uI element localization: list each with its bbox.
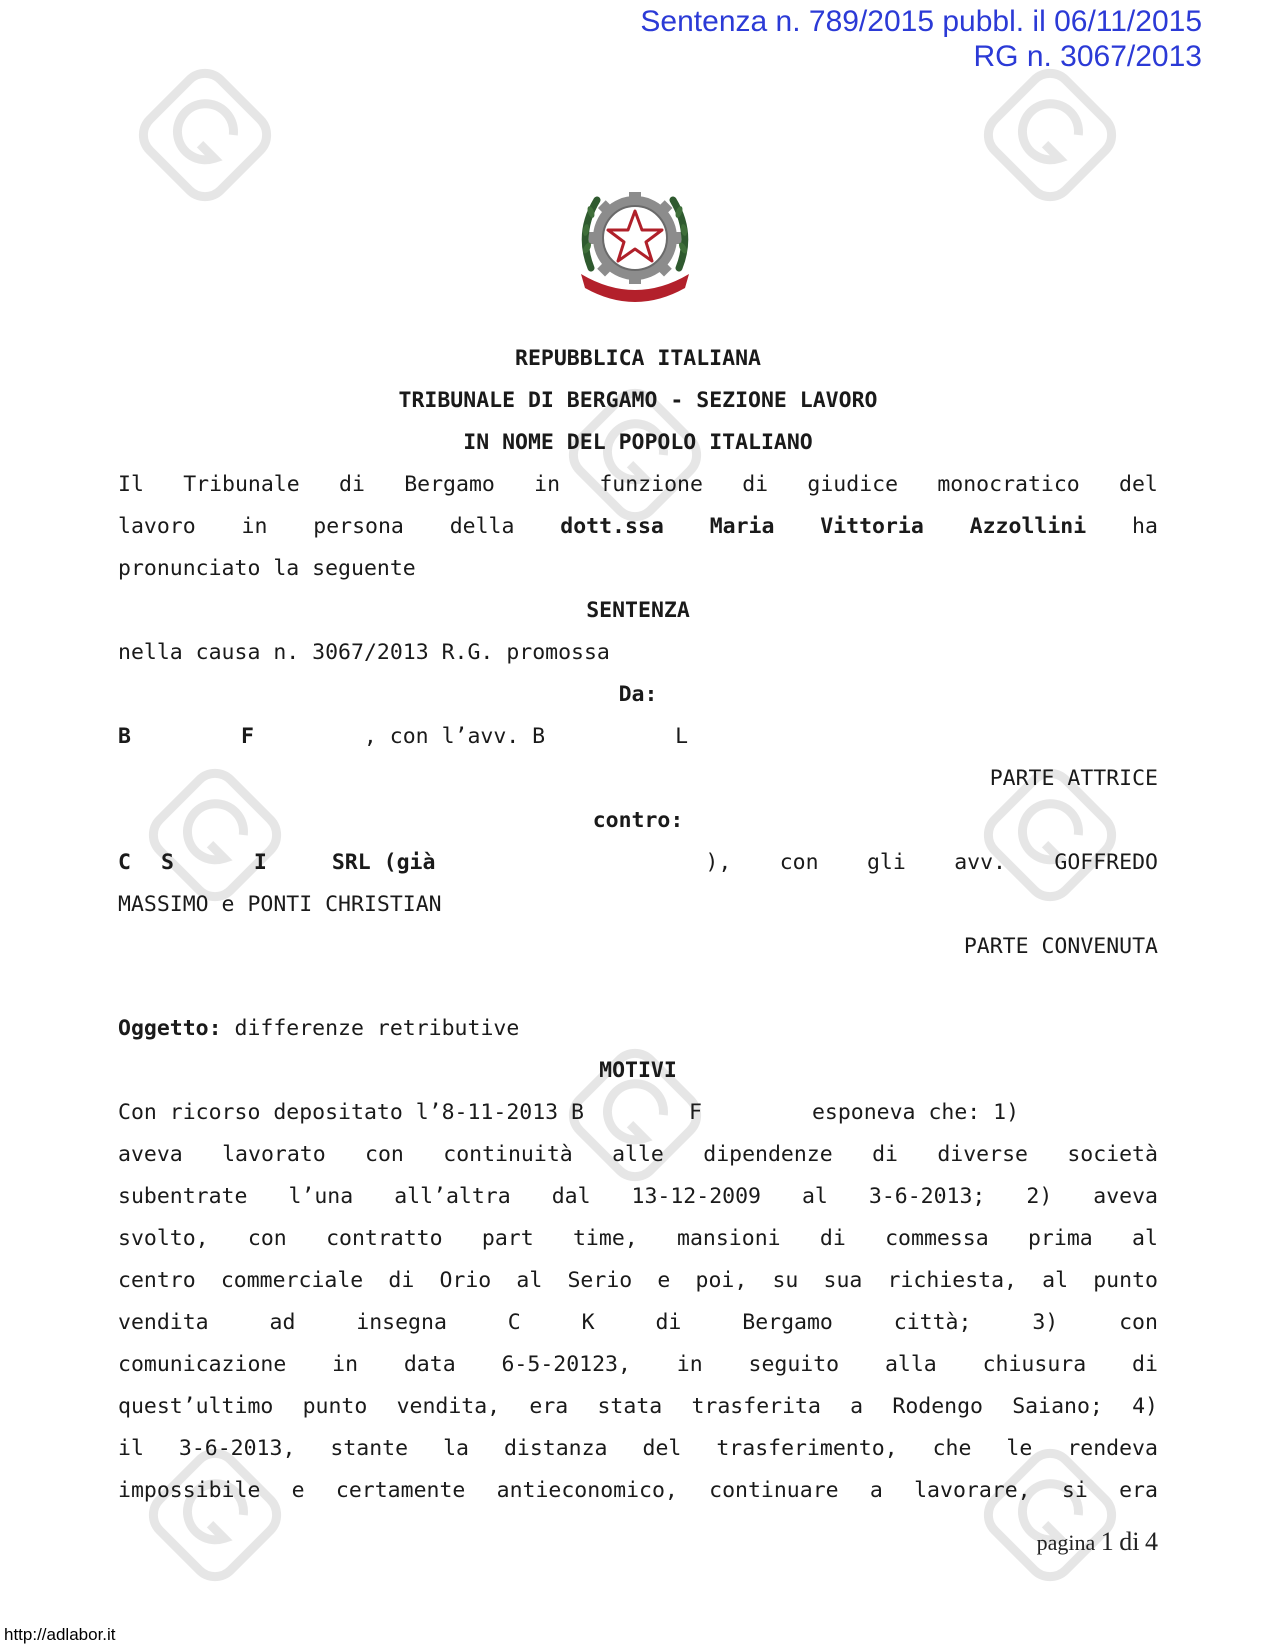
- intro-line-1: Il Tribunale di Bergamo in funzione di giudice monocratico del: [118, 472, 1158, 497]
- parte-convenuta-label: PARTE CONVENUTA: [963, 934, 1158, 959]
- italian-republic-emblem-icon: [573, 178, 697, 304]
- body-line-1: Con ricorso depositato l’8-11-2013 B F esponeva che: 1): [118, 1100, 1020, 1125]
- contro-label: contro:: [592, 808, 684, 833]
- sentenza-title: SENTENZA: [586, 598, 690, 623]
- watermark-icon: [975, 60, 1125, 210]
- watermark-icon: [130, 60, 280, 210]
- body-line-6: vendita ad insegna C K di Bergamo città; 3) con: [118, 1310, 1158, 1335]
- body-line-7: comunicazione in data 6-5-20123, in seguito alla chiusura di: [118, 1352, 1158, 1377]
- page-number: pagina 1 di 4: [1036, 1527, 1158, 1556]
- source-url: http://adlabor.it: [4, 1625, 116, 1644]
- body-line-5: centro commerciale di Orio al Serio e poi, su sua richiesta, al punto: [118, 1268, 1158, 1293]
- body-line-3: subentrate l’una all’altra dal 13-12-2009 al 3-6-2013; 2) aveva: [118, 1184, 1158, 1209]
- attrice-line: B F , con l’avv. B L: [118, 724, 689, 749]
- oggetto-line: Oggetto: differenze retributive: [118, 1016, 520, 1041]
- body-line-10: impossibile e certamente antieconomico, continuare a lavorare, si era: [118, 1478, 1158, 1503]
- judge-name: dott.ssa: [560, 514, 664, 539]
- intro-line-3: pronunciato la seguente: [118, 556, 416, 581]
- motivi-title: MOTIVI: [599, 1058, 677, 1083]
- header-popolo: IN NOME DEL POPOLO ITALIANO: [463, 430, 813, 455]
- body-line-2: aveva lavorato con continuità alle dipendenze di diverse società: [118, 1142, 1158, 1167]
- intro-line-2: lavoro in persona della dott.ssa Maria Vittoria Azzollini ha: [118, 512, 1158, 542]
- body-line-8: quest’ultimo punto vendita, era stata trasferita a Rodengo Saiano; 4): [118, 1394, 1158, 1419]
- causa-line: nella causa n. 3067/2013 R.G. promossa: [118, 640, 610, 665]
- header-tribunal: TRIBUNALE DI BERGAMO - SEZIONE LAVORO: [398, 388, 878, 413]
- convenuta-line-1: C S I SRL (già ), con gli avv. GOFFREDO: [118, 850, 1158, 875]
- body-line-4: svolto, con contratto part time, mansioni di commessa prima al: [118, 1226, 1158, 1251]
- da-label: Da:: [618, 682, 658, 707]
- stamp-sentenza: Sentenza n. 789/2015 pubbl. il 06/11/2015: [640, 5, 1202, 38]
- convenuta-line-2: MASSIMO e PONTI CHRISTIAN: [118, 892, 442, 917]
- header-republic: REPUBBLICA ITALIANA: [515, 346, 761, 371]
- body-line-9: il 3-6-2013, stante la distanza del trasferimento, che le rendeva: [118, 1436, 1158, 1461]
- stamp-rg: RG n. 3067/2013: [973, 40, 1202, 73]
- parte-attrice-label: PARTE ATTRICE: [989, 766, 1158, 791]
